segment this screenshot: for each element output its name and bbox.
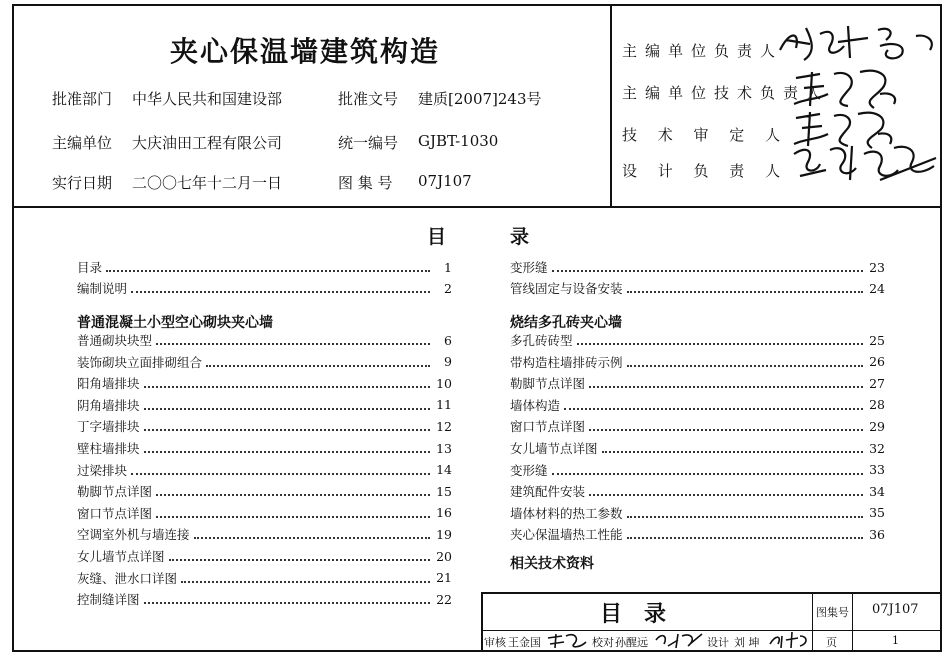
toc-leader-dots [131, 473, 430, 475]
toc-entry[interactable] [77, 278, 452, 298]
toc-entry-label: 建筑配件安装 [510, 484, 586, 500]
meta-value: 建质[2007]243号 [418, 90, 542, 108]
meta-label: 实行日期 [52, 174, 113, 192]
toc-entry[interactable] [77, 503, 452, 523]
toc-leader-dots [552, 473, 863, 475]
toc-entry-label: 丁字墙排块 [77, 419, 140, 435]
toc-leader-dots [144, 386, 430, 388]
signature-tech-1 [790, 64, 910, 112]
toc-entry-page: 36 [869, 526, 885, 542]
toc-entry-page: 28 [869, 397, 885, 413]
toc-entry-label: 过梁排块 [77, 462, 128, 478]
toc-entry-page: 35 [869, 505, 885, 521]
reviewer-name: 王金国 [508, 636, 541, 649]
toc-entry[interactable] [510, 373, 885, 393]
toc-leader-dots [577, 343, 863, 345]
page-title: 夹心保温墙建筑构造 [169, 35, 440, 68]
toc-entry-page: 26 [869, 354, 885, 370]
toc-entry-label: 阴角墙排块 [77, 397, 140, 413]
toc-entry-label: 空调室外机与墙连接 [77, 527, 190, 543]
toc-leader-dots [627, 537, 863, 539]
toc-leader-dots [564, 408, 863, 410]
toc-entry-page: 12 [436, 418, 452, 434]
toc-entry-page: 24 [869, 280, 885, 296]
responsibility-role: 设 计 负 责 人 [622, 162, 789, 180]
atlas-label: 图集号 [816, 606, 849, 619]
toc-entry-page: 23 [869, 259, 885, 275]
toc-entry-label: 目录 [77, 260, 103, 275]
titleblock-left [481, 592, 483, 652]
toc-leader-dots [144, 602, 430, 604]
toc-entry[interactable] [510, 330, 885, 350]
titleblock-col-a [812, 592, 813, 652]
header-column-divider [610, 4, 612, 207]
toc-entry-label: 壁柱墙排块 [77, 441, 140, 456]
meta-value: 07J107 [418, 172, 472, 190]
toc-entry-label: 勒脚节点详图 [77, 484, 153, 500]
titleblock-title: 目录 [600, 601, 689, 627]
responsibility-role: 技 术 审 定 人 [622, 126, 789, 144]
toc-leader-dots [169, 559, 430, 561]
toc-entry-page: 14 [436, 462, 452, 478]
toc-entry-page: 11 [436, 397, 452, 413]
toc-entry-page: 6 [444, 332, 452, 348]
toc-entry-page: 29 [869, 418, 885, 434]
toc-entry-page: 1 [444, 259, 452, 275]
toc-entry-page: 20 [436, 548, 452, 564]
toc-entry-label: 编制说明 [77, 281, 128, 296]
toc-heading-left: 目 [427, 226, 447, 248]
toc-entry[interactable] [77, 330, 452, 350]
toc-leader-dots [144, 429, 430, 431]
meta-label: 统一编号 [338, 134, 399, 152]
toc-leader-dots [106, 270, 430, 272]
toc-leader-dots [156, 343, 430, 345]
designer-signature [768, 630, 810, 650]
meta-value: GJBT-1030 [418, 132, 499, 150]
toc-entry[interactable] [510, 352, 885, 372]
atlas-number: 07J107 [872, 602, 919, 617]
design-label: 设计 [707, 636, 729, 649]
page-number: 1 [892, 634, 899, 647]
toc-entry-label: 装饰砌块立面排砌组合 [77, 354, 203, 370]
toc-entry[interactable] [510, 257, 885, 277]
meta-label: 主编单位 [52, 134, 113, 152]
toc-entry[interactable] [77, 373, 452, 393]
toc-leader-dots [156, 494, 430, 496]
toc-leader-dots [589, 429, 863, 431]
toc-entry-label: 勒脚节点详图 [510, 376, 586, 392]
toc-entry[interactable] [77, 395, 452, 415]
toc-entry-label: 墙体材料的热工参数 [510, 505, 623, 521]
toc-entry-label: 女儿墙节点详图 [510, 441, 598, 456]
toc-leader-dots [131, 291, 430, 293]
toc-entry-page: 21 [436, 570, 452, 586]
toc-entry-label: 变形缝 [510, 462, 548, 478]
meta-value: 中华人民共和国建设部 [132, 90, 283, 108]
toc-entry[interactable] [77, 257, 452, 277]
signature-chief [776, 20, 946, 65]
toc-entry[interactable] [77, 460, 452, 480]
toc-entry[interactable] [77, 524, 452, 544]
responsibility-role: 主编单位技术负责人 [622, 84, 830, 102]
designer-name: 刘 坤 [734, 636, 760, 649]
meta-value: 大庆油田工程有限公司 [132, 134, 283, 152]
toc-entry[interactable] [77, 416, 452, 436]
toc-entry-label: 阳角墙排块 [77, 376, 140, 392]
toc-leader-dots [144, 408, 430, 410]
toc-entry-page: 27 [869, 375, 885, 391]
header-divider [12, 206, 942, 208]
toc-entry[interactable] [510, 416, 885, 436]
toc-entry-label: 多孔砖砖型 [510, 333, 573, 348]
toc-entry[interactable] [510, 278, 885, 298]
toc-entry[interactable] [77, 352, 452, 372]
toc-entry-page: 9 [444, 354, 452, 370]
toc-entry[interactable] [77, 568, 452, 588]
toc-entry[interactable] [77, 589, 452, 609]
toc-entry-label: 带构造柱墙排砖示例 [510, 354, 623, 370]
toc-leader-dots [144, 451, 430, 453]
toc-entry-page: 13 [436, 440, 452, 456]
toc-entry[interactable] [510, 481, 885, 501]
toc-entry-label: 墙体构造 [510, 397, 561, 413]
meta-value: 二〇〇七年十二月一日 [132, 174, 283, 192]
toc-entry-label: 窗口节点详图 [77, 505, 153, 521]
titleblock-col-b [852, 592, 853, 652]
titleblock-top [481, 592, 942, 594]
toc-entry[interactable] [510, 438, 885, 458]
toc-entry[interactable] [510, 395, 885, 415]
toc-entry-label: 变形缝 [510, 260, 548, 275]
toc-entry-page: 25 [869, 332, 885, 348]
review-label: 审核 [484, 636, 506, 649]
meta-label: 批准部门 [52, 90, 113, 108]
toc-extra-section: 相关技术资料 [510, 556, 594, 572]
toc-leader-dots [589, 494, 863, 496]
toc-heading-right: 录 [510, 226, 530, 248]
toc-entry[interactable] [510, 503, 885, 523]
toc-entry-page: 16 [436, 505, 452, 521]
meta-label: 批准文号 [338, 90, 399, 108]
toc-entry-page: 33 [869, 462, 885, 478]
toc-leader-dots [589, 386, 863, 388]
toc-leader-dots [194, 537, 430, 539]
toc-entry-label: 夹心保温墙热工性能 [510, 527, 623, 543]
toc-leader-dots [206, 365, 430, 367]
checker-signature [654, 630, 704, 650]
toc-entry[interactable] [510, 524, 885, 544]
checker-name: 孙醒远 [615, 636, 648, 649]
toc-entry[interactable] [510, 460, 885, 480]
toc-leader-dots [156, 516, 430, 518]
meta-label: 图 集 号 [338, 174, 393, 192]
toc-entry-label: 普通砌块块型 [77, 333, 153, 348]
responsibility-role: 主编单位负责人 [622, 42, 784, 60]
reviewer-signature [546, 630, 590, 650]
toc-leader-dots [602, 451, 863, 453]
page-label: 页 [826, 636, 837, 649]
toc-entry-page: 15 [436, 483, 452, 499]
toc-entry-page: 10 [436, 375, 452, 391]
toc-entry-page: 22 [436, 591, 452, 607]
toc-entry[interactable] [77, 481, 452, 501]
toc-leader-dots [627, 365, 863, 367]
toc-entry-page: 34 [869, 483, 885, 499]
toc-entry-label: 控制缝详图 [77, 592, 140, 608]
toc-entry-label: 窗口节点详图 [510, 419, 586, 435]
signature-design [790, 136, 940, 190]
toc-entry[interactable] [77, 438, 452, 458]
toc-section-title: 普通混凝土小型空心砌块夹心墙 [77, 315, 273, 331]
toc-entry-label: 管线固定与设备安装 [510, 281, 623, 296]
toc-section-title: 烧结多孔砖夹心墙 [510, 315, 622, 331]
toc-leader-dots [181, 581, 430, 583]
toc-leader-dots [627, 516, 863, 518]
toc-entry-label: 灰缝、泄水口详图 [77, 570, 178, 586]
toc-entry-page: 32 [869, 440, 885, 456]
toc-entry-page: 19 [436, 526, 452, 542]
toc-leader-dots [552, 270, 863, 272]
check-label: 校对 [592, 636, 614, 649]
toc-leader-dots [627, 291, 863, 293]
toc-entry-page: 2 [444, 280, 452, 296]
toc-entry[interactable] [77, 546, 452, 566]
toc-entry-label: 女儿墙节点详图 [77, 549, 165, 564]
